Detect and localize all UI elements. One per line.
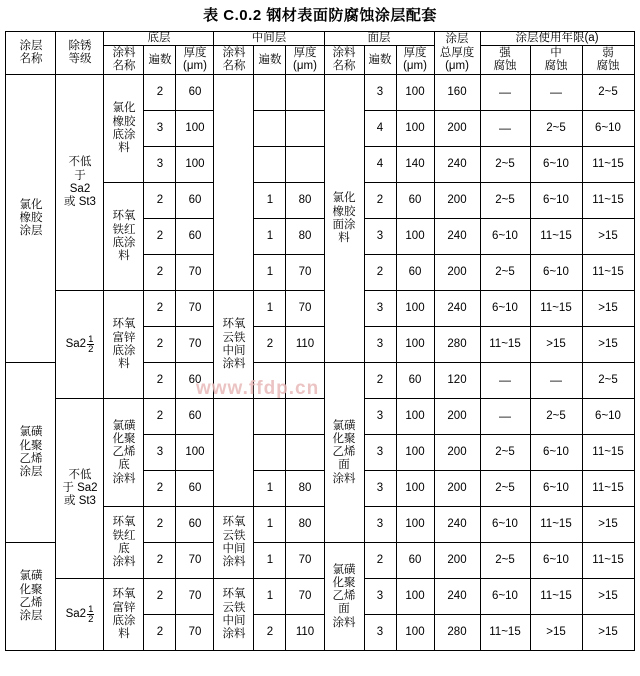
medium-corrosion-cell: 11~15 [530,507,582,543]
middle-passes-cell: 1 [254,255,286,291]
medium-corrosion-cell: 6~10 [530,147,582,183]
header-primer-thickness: 厚度 (μm) [176,45,214,74]
strong-corrosion-cell: 2~5 [480,471,530,507]
primer-passes-cell: 2 [144,219,176,255]
middle-passes-cell [254,399,286,435]
middle-thickness-cell: 110 [286,615,324,651]
middle-passes-cell [254,435,286,471]
strong-corrosion-cell: 2~5 [480,543,530,579]
medium-corrosion-cell: 6~10 [530,183,582,219]
total-thickness-cell: 200 [434,543,480,579]
strong-corrosion-cell: 2~5 [480,255,530,291]
coating-name-cell: 氯磺 化聚 乙烯 涂层 [6,543,56,651]
surface-thickness-cell: 100 [396,615,434,651]
total-thickness-cell: 280 [434,615,480,651]
weak-corrosion-cell: 11~15 [582,255,634,291]
surface-passes-cell: 3 [364,327,396,363]
surface-passes-cell: 4 [364,111,396,147]
header-medium-corrosion: 中 腐蚀 [530,45,582,74]
surface-passes-cell: 3 [364,579,396,615]
middle-thickness-cell [286,363,324,399]
total-thickness-cell: 240 [434,579,480,615]
medium-corrosion-cell: >15 [530,615,582,651]
primer-thickness-cell: 100 [176,147,214,183]
weak-corrosion-cell: >15 [582,579,634,615]
middle-thickness-cell: 80 [286,507,324,543]
primer-passes-cell: 2 [144,471,176,507]
surface-passes-cell: 3 [364,615,396,651]
header-weak-corrosion: 弱 腐蚀 [582,45,634,74]
primer-passes-cell: 2 [144,183,176,219]
strong-corrosion-cell: 2~5 [480,147,530,183]
surface-thickness-cell: 60 [396,183,434,219]
middle-passes-cell [254,147,286,183]
weak-corrosion-cell: 11~15 [582,435,634,471]
surface-passes-cell: 3 [364,399,396,435]
primer-passes-cell: 3 [144,147,176,183]
table-row [6,75,634,111]
primer-passes-cell: 2 [144,75,176,111]
surface-thickness-cell: 100 [396,111,434,147]
surface-thickness-cell: 100 [396,507,434,543]
middle-passes-cell: 1 [254,219,286,255]
medium-corrosion-cell: — [530,363,582,399]
medium-corrosion-cell: 2~5 [530,399,582,435]
strong-corrosion-cell: — [480,111,530,147]
surface-thickness-cell: 60 [396,255,434,291]
middle-paint-name-cell [214,399,254,507]
primer-thickness-cell: 70 [176,327,214,363]
surface-passes-cell: 3 [364,471,396,507]
weak-corrosion-cell: 11~15 [582,147,634,183]
middle-paint-name-cell [214,75,254,291]
surface-passes-cell: 3 [364,291,396,327]
strong-corrosion-cell: 11~15 [480,615,530,651]
rust-grade-cell: Sa2 $\frac{1}{2}$ [56,579,104,651]
strong-corrosion-cell: 2~5 [480,183,530,219]
weak-corrosion-cell: >15 [582,507,634,543]
header-middle-group: 中间层 [214,32,324,46]
surface-passes-cell: 3 [364,219,396,255]
middle-thickness-cell [286,75,324,111]
primer-thickness-cell: 70 [176,255,214,291]
medium-corrosion-cell: 6~10 [530,435,582,471]
header-service-years: 涂层使用年限(a) [480,32,634,46]
total-thickness-cell: 240 [434,291,480,327]
primer-passes-cell: 2 [144,543,176,579]
total-thickness-cell: 200 [434,183,480,219]
primer-thickness-cell: 60 [176,219,214,255]
strong-corrosion-cell: — [480,399,530,435]
primer-paint-name-cell: 环氧 铁红 底涂 料 [104,183,144,291]
middle-passes-cell [254,111,286,147]
strong-corrosion-cell: 6~10 [480,507,530,543]
total-thickness-cell: 200 [434,111,480,147]
strong-corrosion-cell: 2~5 [480,435,530,471]
weak-corrosion-cell: 2~5 [582,363,634,399]
middle-paint-name-cell: 环氧 云铁 中间 涂料 [214,291,254,399]
surface-passes-cell: 4 [364,147,396,183]
total-thickness-cell: 200 [434,399,480,435]
medium-corrosion-cell: 6~10 [530,255,582,291]
medium-corrosion-cell: 11~15 [530,579,582,615]
total-thickness-cell: 200 [434,435,480,471]
surface-thickness-cell: 100 [396,471,434,507]
primer-passes-cell: 2 [144,399,176,435]
middle-thickness-cell [286,435,324,471]
rust-grade-cell: Sa2 $\frac{1}{2}$ [56,291,104,399]
primer-paint-name-cell: 环氧 富锌 底涂 料 [104,291,144,399]
primer-passes-cell: 2 [144,579,176,615]
primer-thickness-cell: 60 [176,507,214,543]
medium-corrosion-cell: 6~10 [530,543,582,579]
primer-passes-cell: 2 [144,327,176,363]
middle-paint-name-cell: 环氧 云铁 中间 涂料 [214,579,254,651]
header-strong-corrosion: 强 腐蚀 [480,45,530,74]
primer-passes-cell: 2 [144,255,176,291]
middle-passes-cell: 1 [254,471,286,507]
primer-thickness-cell: 60 [176,75,214,111]
primer-thickness-cell: 60 [176,183,214,219]
header-surface-passes: 遍数 [364,45,396,74]
weak-corrosion-cell: 11~15 [582,471,634,507]
primer-thickness-cell: 60 [176,363,214,399]
medium-corrosion-cell: — [530,75,582,111]
surface-passes-cell: 3 [364,75,396,111]
weak-corrosion-cell: >15 [582,615,634,651]
total-thickness-cell: 160 [434,75,480,111]
total-thickness-cell: 240 [434,219,480,255]
weak-corrosion-cell: >15 [582,291,634,327]
medium-corrosion-cell: 6~10 [530,471,582,507]
middle-passes-cell: 1 [254,183,286,219]
medium-corrosion-cell: 11~15 [530,291,582,327]
watermark: www.ffdp.cn [196,378,320,399]
header-middle-thickness: 厚度 (μm) [286,45,324,74]
surface-thickness-cell: 100 [396,399,434,435]
middle-paint-name-cell: 环氧 云铁 中间 涂料 [214,507,254,579]
middle-passes-cell [254,75,286,111]
middle-passes-cell: 1 [254,579,286,615]
rust-grade-cell: 不低 于 Sa2 或 St3 [56,75,104,291]
surface-thickness-cell: 60 [396,363,434,399]
middle-thickness-cell: 70 [286,543,324,579]
total-thickness-cell: 200 [434,471,480,507]
primer-thickness-cell: 70 [176,615,214,651]
surface-thickness-cell: 100 [396,327,434,363]
medium-corrosion-cell: >15 [530,327,582,363]
total-thickness-cell: 280 [434,327,480,363]
primer-passes-cell: 2 [144,363,176,399]
weak-corrosion-cell: 11~15 [582,183,634,219]
primer-passes-cell: 3 [144,435,176,471]
middle-passes-cell: 1 [254,291,286,327]
surface-passes-cell: 3 [364,507,396,543]
header-rust-grade: 除锈 等级 [56,32,104,75]
total-thickness-cell: 200 [434,255,480,291]
header-surface-paint-name: 涂料 名称 [324,45,364,74]
middle-thickness-cell [286,111,324,147]
middle-passes-cell: 2 [254,615,286,651]
header-primer-paint-name: 涂料 名称 [104,45,144,74]
total-thickness-cell: 120 [434,363,480,399]
rust-grade-cell: 不低 于 Sa2 或 St3 [56,399,104,579]
primer-passes-cell: 2 [144,291,176,327]
table-row [6,399,634,435]
primer-paint-name-cell: 氯化 橡胶 底涂 料 [104,75,144,183]
surface-thickness-cell: 100 [396,75,434,111]
medium-corrosion-cell: 2~5 [530,111,582,147]
strong-corrosion-cell: 6~10 [480,291,530,327]
weak-corrosion-cell: 11~15 [582,543,634,579]
header-middle-paint-name: 涂料 名称 [214,45,254,74]
middle-passes-cell: 1 [254,507,286,543]
primer-passes-cell: 2 [144,507,176,543]
surface-thickness-cell: 140 [396,147,434,183]
middle-thickness-cell: 80 [286,219,324,255]
surface-passes-cell: 2 [364,363,396,399]
primer-paint-name-cell: 环氧 富锌 底涂 料 [104,579,144,651]
page-title: 表 C.0.2 钢材表面防腐蚀涂层配套 [203,7,437,24]
coating-spec-table [5,31,634,651]
surface-passes-cell: 2 [364,543,396,579]
surface-thickness-cell: 60 [396,543,434,579]
strong-corrosion-cell: 6~10 [480,579,530,615]
middle-passes-cell [254,363,286,399]
coating-name-cell: 氯化 橡胶 涂层 [6,75,56,363]
primer-thickness-cell: 70 [176,291,214,327]
middle-thickness-cell [286,399,324,435]
surface-thickness-cell: 100 [396,219,434,255]
primer-passes-cell: 2 [144,615,176,651]
header-coating-name: 涂层 名称 [6,32,56,75]
primer-thickness-cell: 60 [176,471,214,507]
middle-thickness-cell [286,147,324,183]
primer-thickness-cell: 100 [176,111,214,147]
strong-corrosion-cell: — [480,363,530,399]
primer-thickness-cell: 70 [176,543,214,579]
middle-passes-cell: 1 [254,543,286,579]
surface-paint-name-cell: 氯磺 化聚 乙烯 面 涂料 [324,363,364,543]
header-primer-passes: 遍数 [144,45,176,74]
weak-corrosion-cell: 6~10 [582,111,634,147]
strong-corrosion-cell: 6~10 [480,219,530,255]
strong-corrosion-cell: 11~15 [480,327,530,363]
header-total-thickness: 涂层 总厚度 (μm) [434,32,480,75]
total-thickness-cell: 240 [434,147,480,183]
surface-thickness-cell: 100 [396,435,434,471]
surface-passes-cell: 3 [364,435,396,471]
middle-thickness-cell: 80 [286,183,324,219]
primer-thickness-cell: 60 [176,399,214,435]
header-primer-group: 底层 [104,32,214,46]
surface-thickness-cell: 100 [396,291,434,327]
primer-passes-cell: 3 [144,111,176,147]
table-row [6,291,634,327]
strong-corrosion-cell: — [480,75,530,111]
header-surface-group: 面层 [324,32,434,46]
primer-paint-name-cell: 氯磺 化聚 乙烯 底 涂料 [104,399,144,507]
table-row [6,579,634,615]
weak-corrosion-cell: >15 [582,327,634,363]
primer-paint-name-cell: 环氧 铁红 底 涂料 [104,507,144,579]
weak-corrosion-cell: 2~5 [582,75,634,111]
middle-thickness-cell: 70 [286,255,324,291]
surface-passes-cell: 2 [364,183,396,219]
medium-corrosion-cell: 11~15 [530,219,582,255]
surface-paint-name-cell: 氯磺 化聚 乙烯 面 涂料 [324,543,364,651]
header-middle-passes: 遍数 [254,45,286,74]
surface-passes-cell: 2 [364,255,396,291]
total-thickness-cell: 240 [434,507,480,543]
primer-thickness-cell: 100 [176,435,214,471]
weak-corrosion-cell: >15 [582,219,634,255]
primer-thickness-cell: 70 [176,579,214,615]
weak-corrosion-cell: 6~10 [582,399,634,435]
coating-name-cell: 氯磺 化聚 乙烯 涂层 [6,363,56,543]
middle-passes-cell: 2 [254,327,286,363]
middle-thickness-cell: 80 [286,471,324,507]
header-surface-thickness: 厚度 (μm) [396,45,434,74]
surface-thickness-cell: 100 [396,579,434,615]
surface-paint-name-cell: 氯化 橡胶 面涂 料 [324,75,364,363]
middle-thickness-cell: 70 [286,291,324,327]
middle-thickness-cell: 110 [286,327,324,363]
middle-thickness-cell: 70 [286,579,324,615]
